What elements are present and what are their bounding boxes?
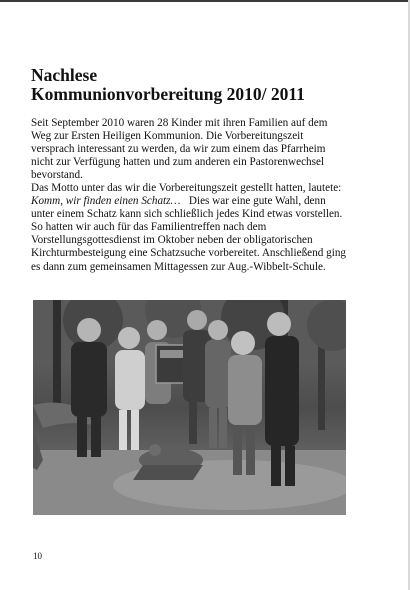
text-line: bevorstand.	[31, 169, 83, 182]
motto-text: Komm, wir finden einen Schatz…	[31, 195, 181, 208]
page-number: 10	[33, 551, 42, 561]
text-fragment: Dies war eine gute Wahl, denn	[180, 195, 326, 208]
text-line: unter einem Schatz kann sich schließlich jedes Kind etwas vorstellen.	[31, 208, 343, 221]
text-line	[31, 195, 376, 208]
text-line: nicht zur Verfügung hatten und zum anderen ein Pastorenwechsel	[31, 156, 325, 169]
paragraph-2	[31, 182, 376, 273]
text-line: So hatten wir auch für das Familientreffen nach dem	[31, 221, 267, 234]
group-photo	[33, 300, 346, 515]
photo-illustration	[33, 300, 346, 515]
title-line-1: Nachlese	[31, 65, 98, 85]
school-name: Aug.-Wibbelt-Schule	[227, 260, 323, 273]
text-line: Seit September 2010 waren 28 Kinder mit ihren Familien auf dem	[31, 117, 328, 129]
text-line	[31, 261, 376, 274]
text-fragment: es dann zum gemeinsamen Mittagessen zur	[31, 260, 228, 273]
text-line: Kirchturmbesteigung eine Schatzsuche vorbereitet. Anschließend ging	[31, 247, 347, 260]
article-body	[31, 117, 376, 274]
scan-edge	[0, 0, 410, 2]
article-title	[31, 66, 381, 104]
text-line: Das Motto unter das wir die Vorbereitungszeit gestellt hatten, lautete:	[31, 182, 342, 195]
text-line: Weg zur Ersten Heiligen Kommunion. Die Vorbereitungszeit	[31, 130, 304, 143]
paragraph-1	[31, 117, 376, 182]
title-line-2: Kommunionvorbereitung 2010/ 2011	[31, 84, 305, 104]
text-line: versprach interessant zu werden, da wir zum einem das Pfarrheim	[31, 143, 326, 156]
text-fragment: .	[322, 260, 326, 273]
text-line: Vorstellungsgottesdienst im Oktober neben der obligatorischen	[31, 234, 313, 247]
